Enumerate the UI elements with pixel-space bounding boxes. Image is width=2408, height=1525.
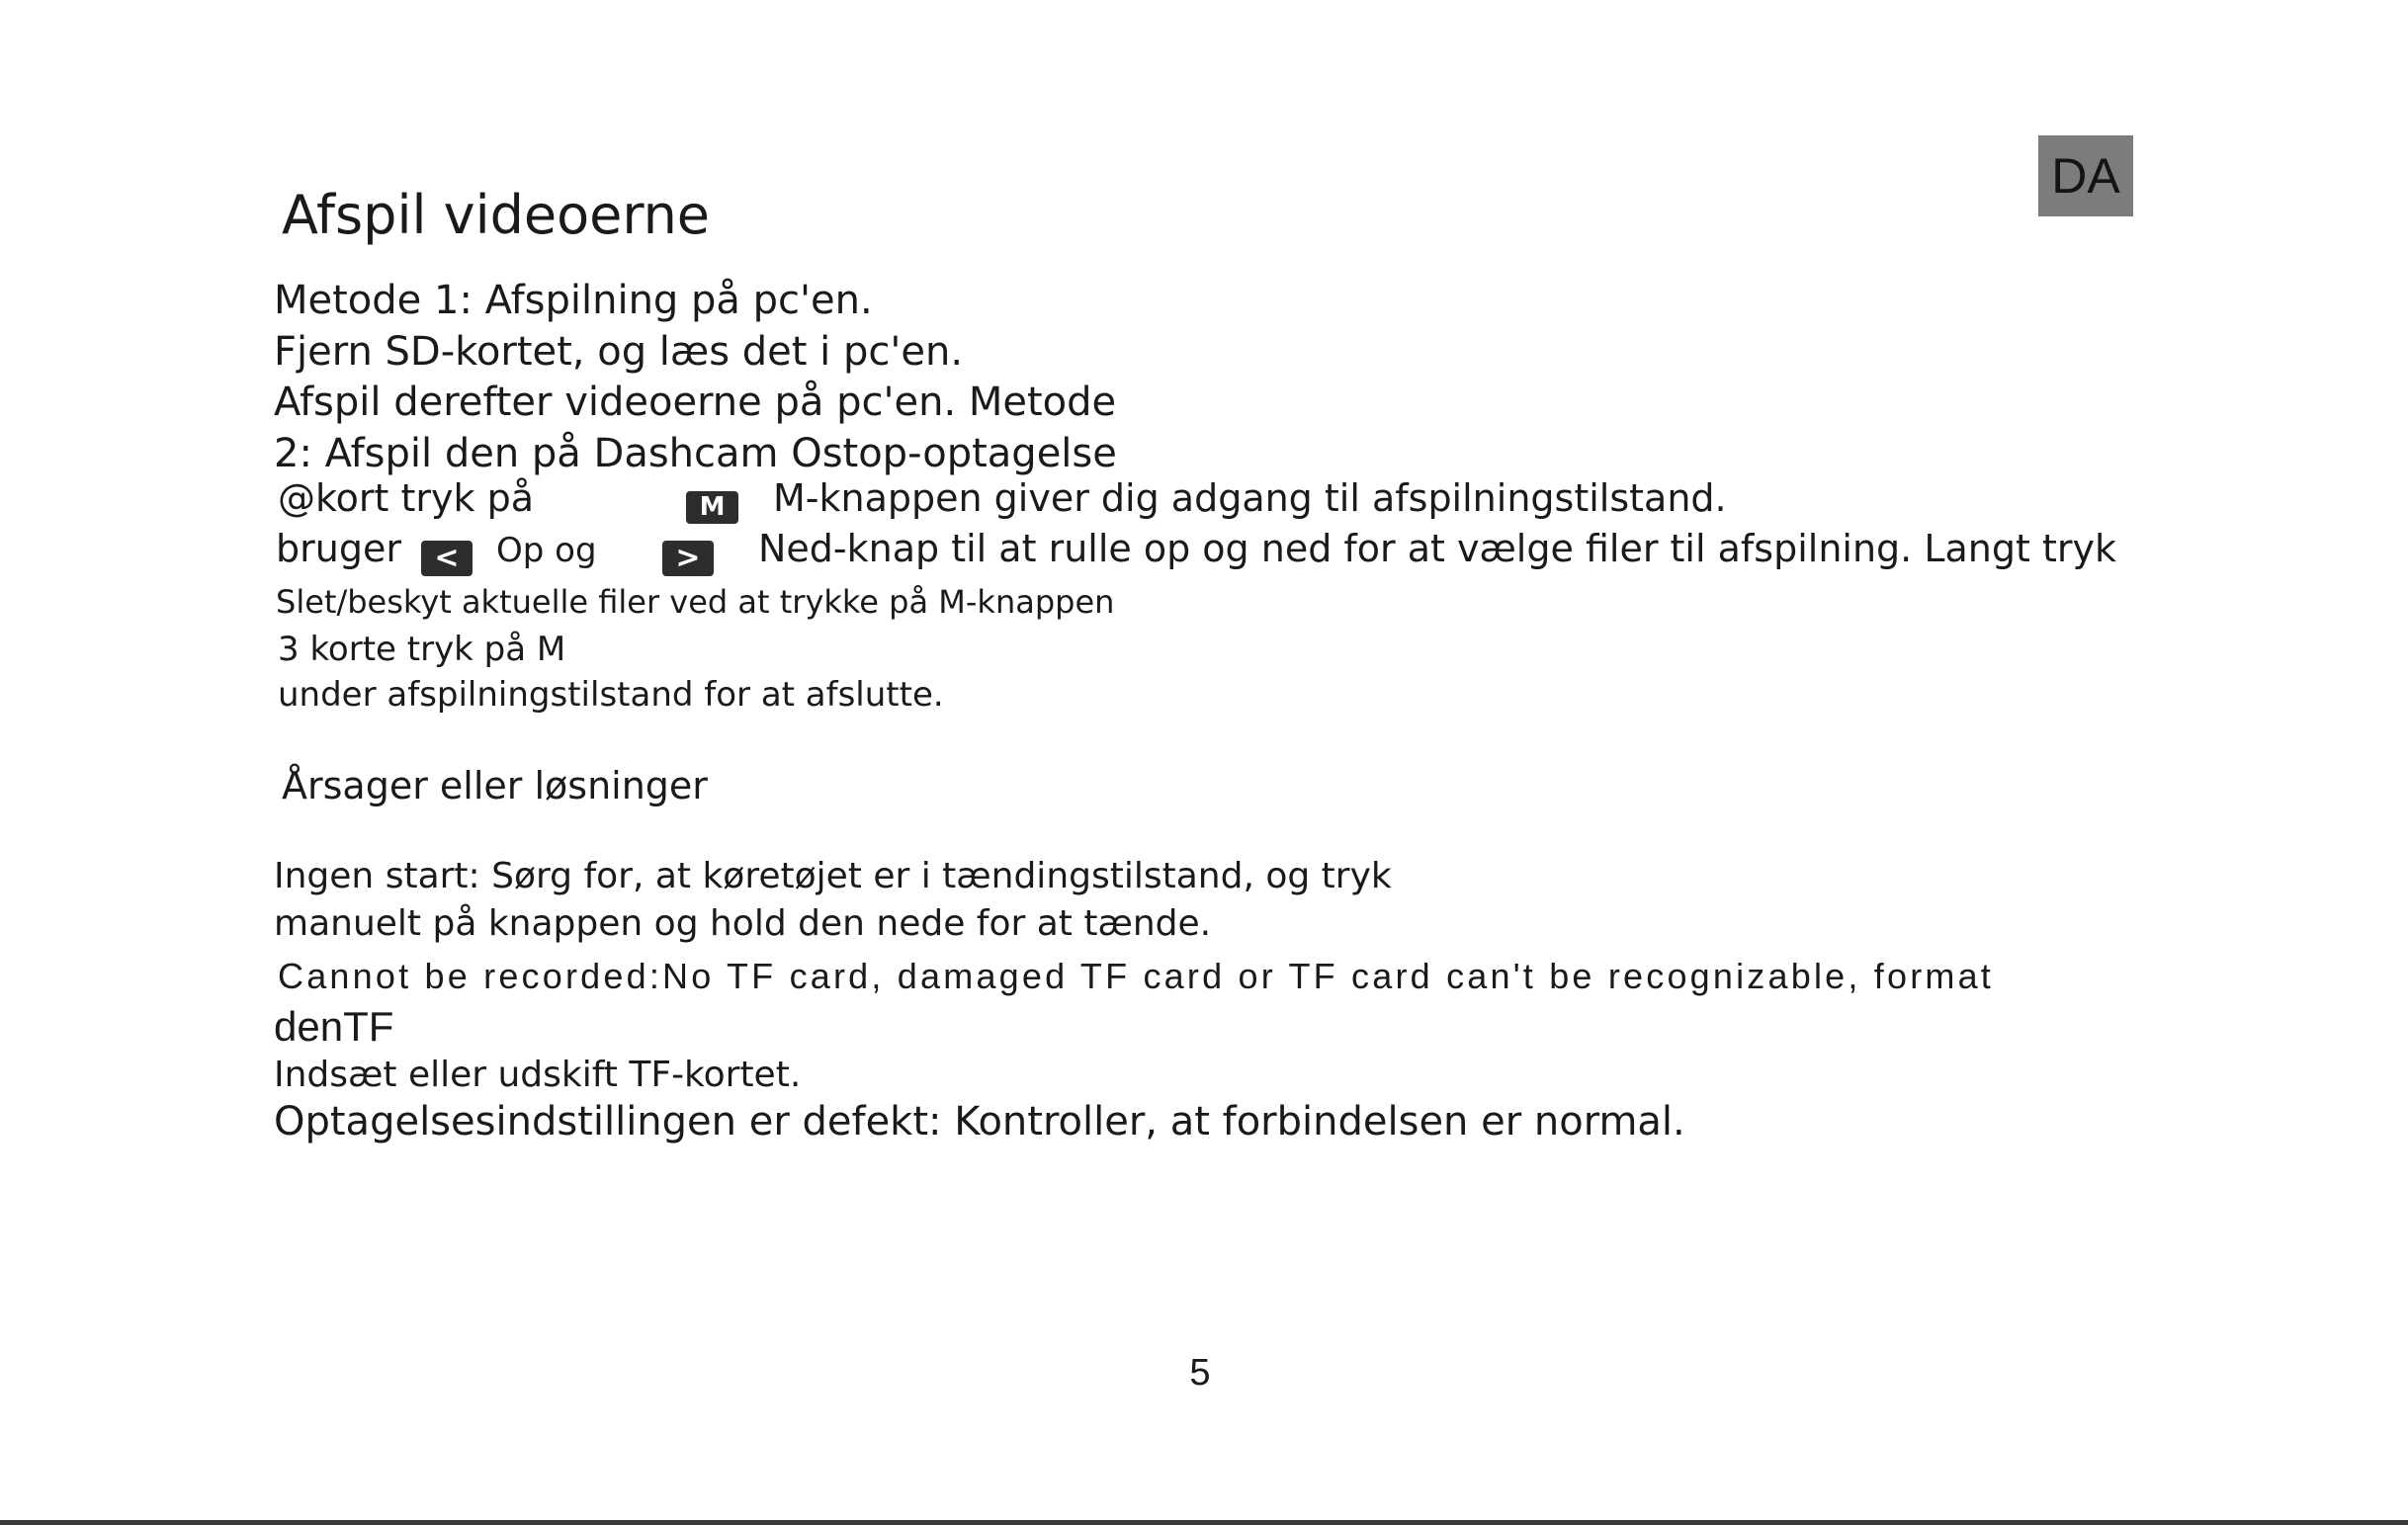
method-line-7: Slet/beskyt aktuelle filer ved at trykke på M-knappen: [276, 583, 1115, 621]
method-line-6-middle: Op og: [496, 531, 597, 570]
troubleshooting-line-5: Indsæt eller udskift TF-kortet.: [274, 1055, 802, 1095]
troubleshooting-line-2: manuelt på knappen og hold den nede for at tænde.: [274, 903, 1212, 944]
method-line-6-end: Ned-knap til at rulle op og ned for at vælge filer til afspilning. Langt tryk: [758, 527, 2116, 570]
troubleshooting-line-1: Ingen start: Sørg for, at køretøjet er i tændingstilstand, og tryk: [274, 856, 1392, 896]
method-line-5-start: @kort tryk på: [278, 476, 535, 520]
page-number: 5: [1189, 1352, 1211, 1394]
method-line-5-end: M-knappen giver dig adgang til afspilningstilstand.: [773, 476, 1727, 520]
bottom-divider: [0, 1520, 2408, 1525]
method-line-2: Fjern SD-kortet, og læs det i pc'en.: [274, 329, 964, 375]
right-arrow-key-icon: >: [662, 541, 714, 576]
language-badge: DA: [2038, 135, 2133, 216]
m-key-icon: M: [686, 491, 738, 524]
method-line-6-start: bruger: [276, 527, 401, 570]
method-line-4: 2: Afspil den på Dashcam Ostop-optagelse: [274, 431, 1117, 476]
page-title: Afspil videoerne: [282, 184, 711, 246]
troubleshooting-line-3: Cannot be recorded:No TF card, damaged TF card or TF card can't be recognizable, format: [278, 956, 1994, 996]
left-arrow-key-icon: <: [421, 541, 473, 576]
troubleshooting-line-4: denTF: [274, 1003, 394, 1050]
method-line-9: under afspilningstilstand for at afslutte.: [278, 675, 944, 715]
troubleshooting-title: Årsager eller løsninger: [282, 764, 708, 807]
method-line-3: Afspil derefter videoerne på pc'en. Metode: [274, 380, 1117, 425]
method-line-1: Metode 1: Afspilning på pc'en.: [274, 278, 873, 323]
method-line-8: 3 korte tryk på M: [278, 630, 566, 669]
troubleshooting-line-6: Optagelsesindstillingen er defekt: Kontroller, at forbindelsen er normal.: [274, 1099, 1685, 1144]
